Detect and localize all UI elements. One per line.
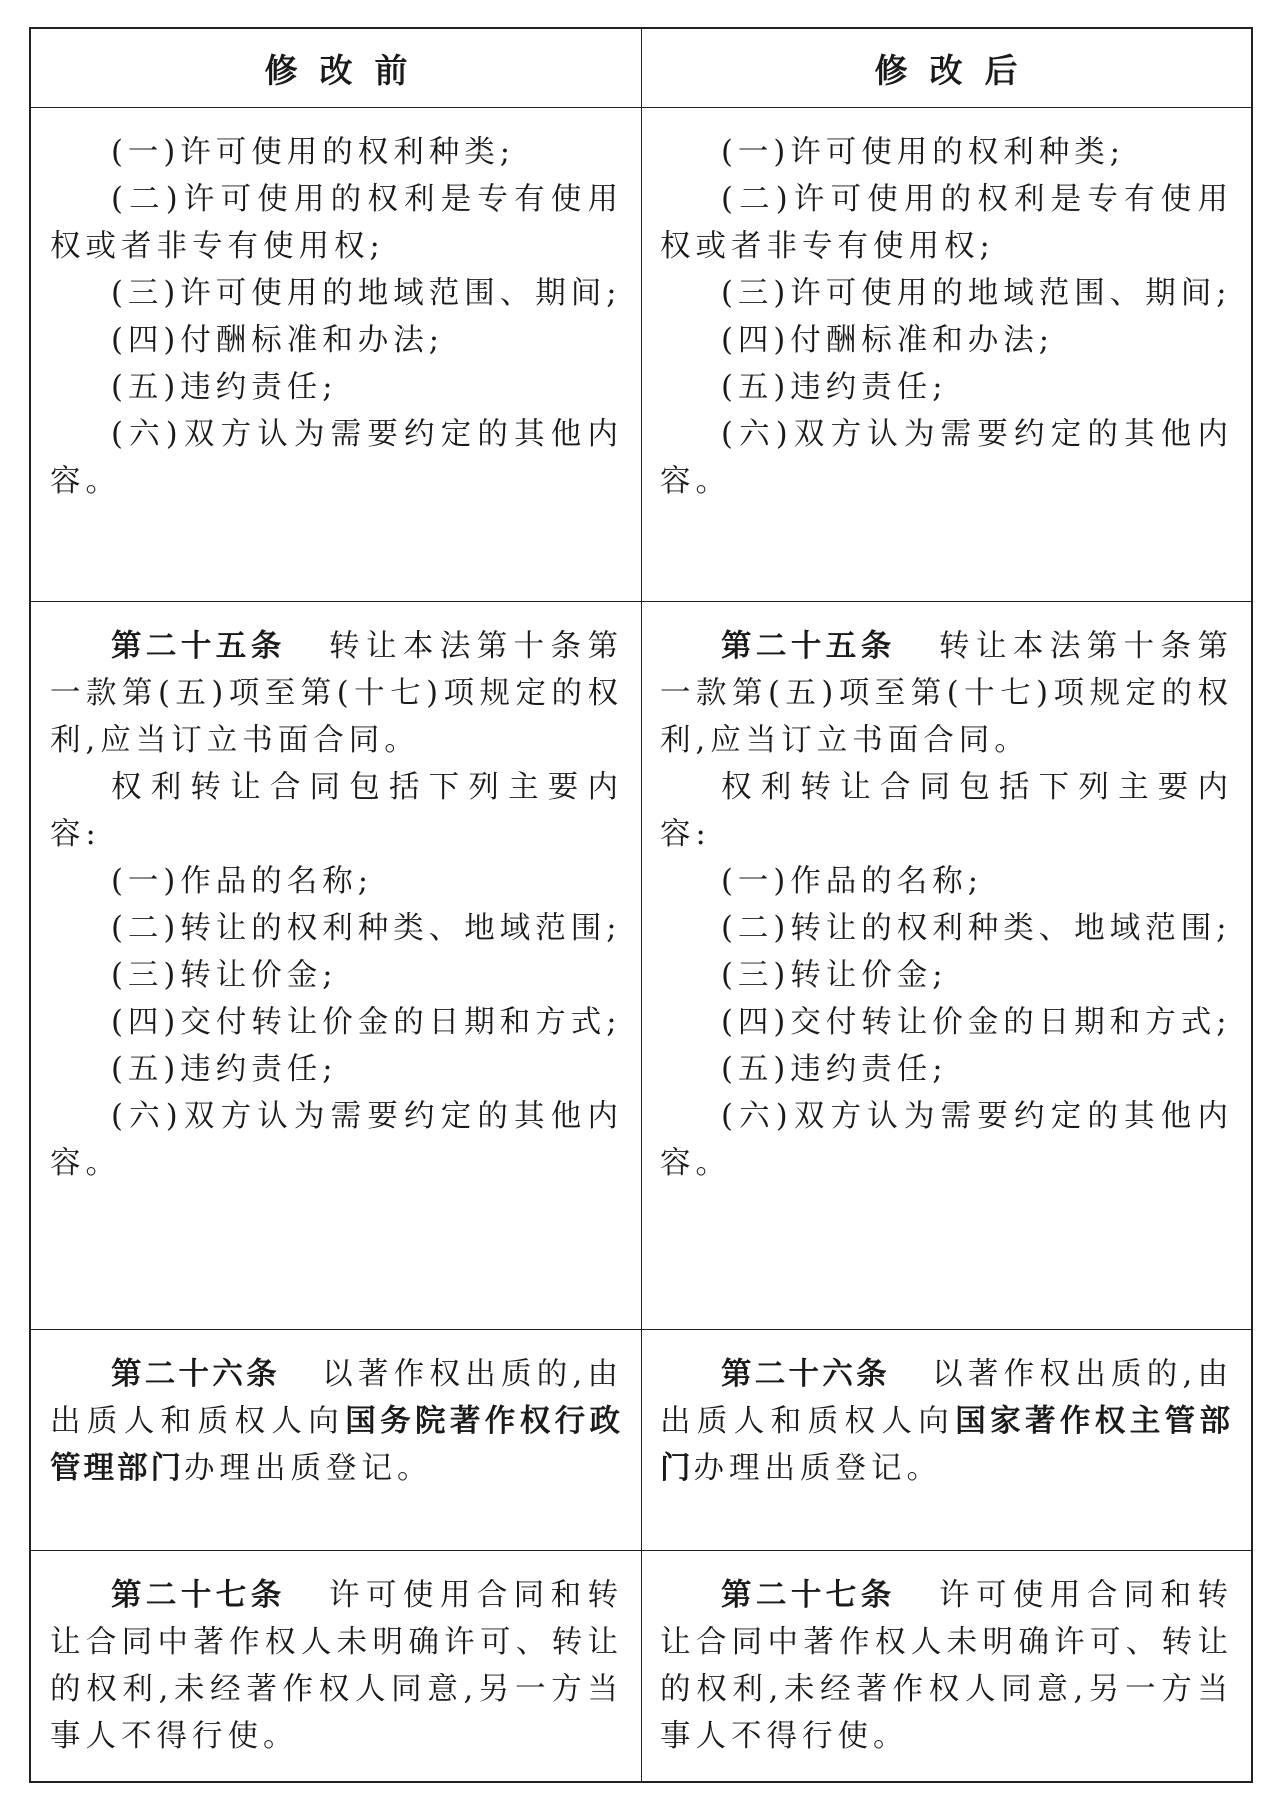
list-item: (二)转让的权利种类、地域范围; [721, 911, 1232, 946]
list-item: (三)转让价金; [111, 958, 338, 993]
article-text: 转让本法第十条第一款第(五)项至第(十七)项规定的权利,应当订立书面合同。 [50, 629, 624, 758]
amended-text: 国务院著作权行政管理部门 [50, 1404, 624, 1486]
list-item: (五)违约责任; [721, 1052, 948, 1087]
list-item: (三)转让价金; [721, 958, 948, 993]
amended-text: 国家著作权主管部门 [660, 1404, 1234, 1486]
list-item: (四)交付转让价金的日期和方式; [721, 1005, 1232, 1040]
list-item: (六)双方认为需要约定的其他内容。 [660, 1099, 1233, 1181]
article-text: 以著作权出质的,由出质人和质权人向 [50, 1357, 623, 1439]
list-item: (一)作品的名称; [721, 864, 984, 899]
list-item: (一)许可使用的权利种类; [111, 135, 516, 170]
column-divider [641, 29, 642, 1781]
list-item: (五)违约责任; [721, 370, 948, 405]
list-item: (二)转让的权利种类、地域范围; [111, 911, 622, 946]
article-27-after [660, 1572, 1233, 1760]
list-item: (四)交付转让价金的日期和方式; [111, 1005, 622, 1040]
article-text: 办理出质登记。 [693, 1451, 942, 1486]
row-divider [31, 1329, 1251, 1330]
article-26-after [660, 1351, 1233, 1492]
comparison-table [29, 27, 1253, 1783]
article-26-before [50, 1351, 623, 1492]
list-item: (二)许可使用的权利是专有使用权或者非专有使用权; [50, 182, 623, 264]
list-item: (一)许可使用的权利种类; [721, 135, 1126, 170]
article-25-before [50, 623, 623, 1187]
row1-before [50, 129, 623, 505]
article-number: 第二十五条 [721, 629, 896, 664]
article-number: 第二十七条 [111, 1578, 286, 1613]
article-text: 以著作权出质的,由出质人和质权人向 [660, 1357, 1233, 1439]
header-divider [31, 107, 1251, 108]
header-after: 修改后 [874, 50, 1040, 90]
paragraph: 权利转让合同包括下列主要内容: [50, 770, 623, 852]
article-number: 第二十六条 [111, 1357, 280, 1392]
list-item: (四)付酬标准和办法; [721, 323, 1055, 358]
list-item: (三)许可使用的地域范围、期间; [111, 276, 622, 311]
article-number: 第二十六条 [721, 1357, 890, 1392]
row1-after [660, 129, 1233, 505]
row-divider [31, 601, 1251, 602]
article-text: 办理出质登记。 [184, 1451, 433, 1486]
list-item: (一)作品的名称; [111, 864, 374, 899]
list-item: (四)付酬标准和办法; [111, 323, 445, 358]
list-item: (五)违约责任; [111, 1052, 338, 1087]
list-item: (二)许可使用的权利是专有使用权或者非专有使用权; [660, 182, 1233, 264]
article-text: 转让本法第十条第一款第(五)项至第(十七)项规定的权利,应当订立书面合同。 [660, 629, 1234, 758]
row-divider [31, 1550, 1251, 1551]
article-number: 第二十七条 [721, 1578, 896, 1613]
article-text: 许可使用合同和转让合同中著作权人未明确许可、转让的权利,未经著作权人同意,另一方当事人不得行使。 [660, 1578, 1234, 1754]
article-27-before [50, 1572, 623, 1760]
list-item: (三)许可使用的地域范围、期间; [721, 276, 1232, 311]
article-25-after [660, 623, 1233, 1187]
header-before: 修改前 [264, 50, 430, 90]
list-item: (五)违约责任; [111, 370, 338, 405]
article-number: 第二十五条 [111, 629, 286, 664]
list-item: (六)双方认为需要约定的其他内容。 [50, 417, 623, 499]
article-text: 许可使用合同和转让合同中著作权人未明确许可、转让的权利,未经著作权人同意,另一方当事人不得行使。 [50, 1578, 624, 1754]
paragraph: 权利转让合同包括下列主要内容: [660, 770, 1233, 852]
list-item: (六)双方认为需要约定的其他内容。 [660, 417, 1233, 499]
list-item: (六)双方认为需要约定的其他内容。 [50, 1099, 623, 1181]
